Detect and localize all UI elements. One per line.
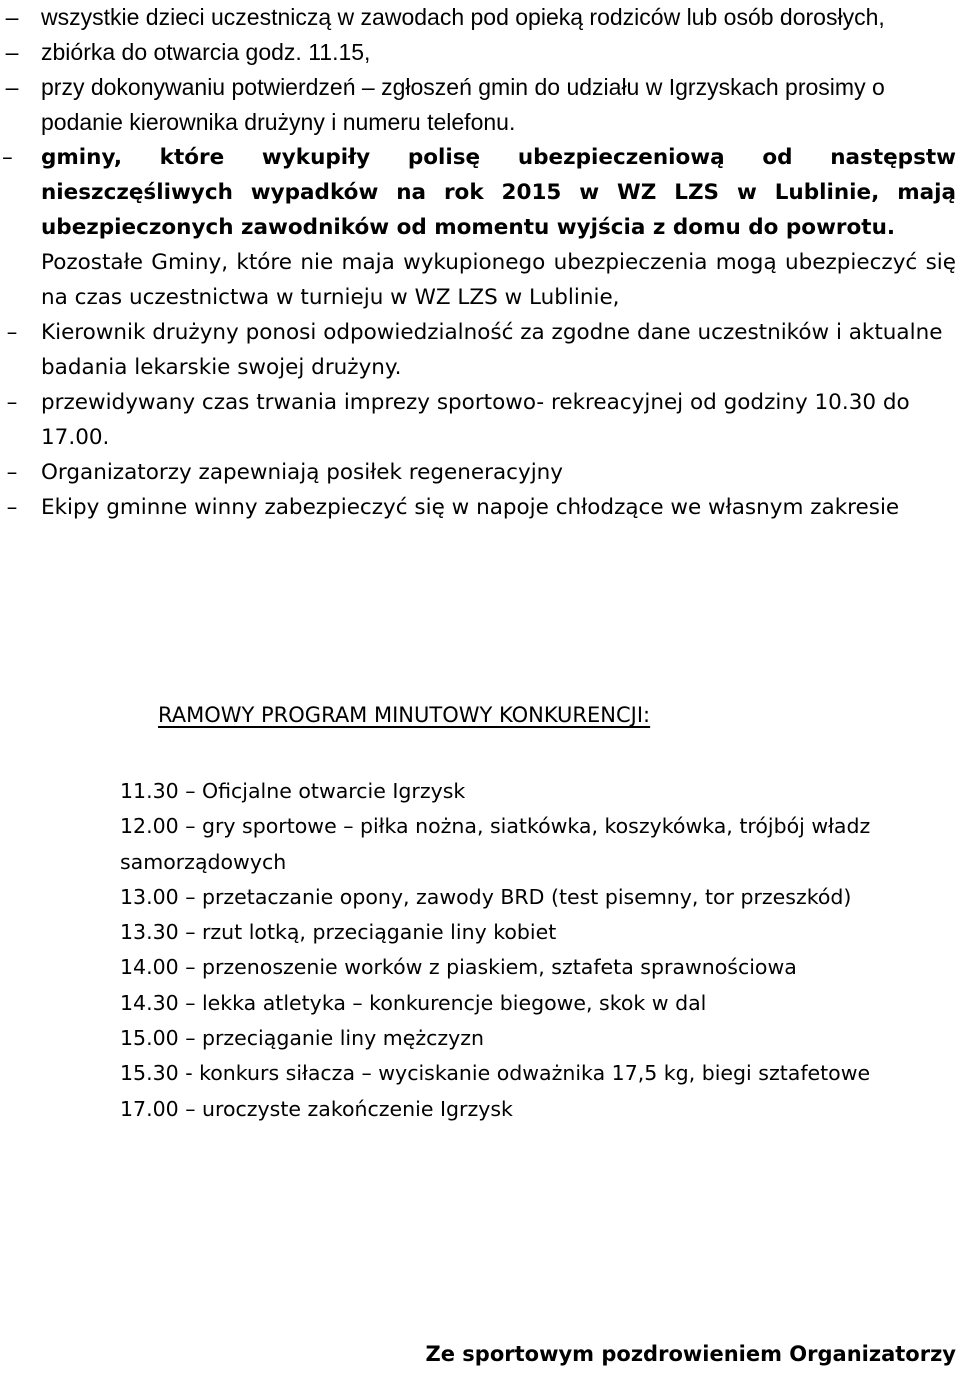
rule-text: Pozostałe Gminy, które nie maja wykupionego ubezpieczenia mogą ubezpieczyć się na czas uczestnictwa w turnieju w WZ LZS w Lublinie, bbox=[41, 250, 956, 310]
program-item: 12.00 – gry sportowe – piłka nożna, siatkówka, koszykówka, trójbój władz samorządowych bbox=[120, 814, 871, 874]
rules-list bbox=[0, 0, 960, 525]
rule-item bbox=[0, 385, 960, 455]
program-heading: RAMOWY PROGRAM MINUTOWY KONKURENCJI: bbox=[158, 703, 651, 727]
dash-bullet: – bbox=[5, 74, 19, 100]
program-item: 15.30 - konkurs siłacza – wyciskanie odważnika 17,5 kg, biegi sztafetowe bbox=[120, 1061, 871, 1086]
program-item: 13.30 – rzut lotką, przeciąganie liny kobiet bbox=[120, 920, 557, 945]
rule-text: wszystkie dzieci uczestniczą w zawodach pod opieką rodziców lub osób dorosłych, bbox=[41, 4, 885, 30]
rule-text: gminy, które wykupiły polisę ubezpieczeniową od następstw nieszczęśliwych wypadków na rok 2015 w WZ LZS w Lublinie, mają ubezpieczonych zawodników od momentu wyjścia z domu do powrotu. bbox=[41, 145, 956, 240]
program-list bbox=[120, 774, 900, 1127]
rule-item bbox=[0, 70, 960, 140]
rule-text: zbiórka do otwarcia godz. 11.15, bbox=[41, 39, 371, 65]
rule-item bbox=[0, 490, 960, 525]
rule-text: przy dokonywaniu potwierdzeń – zgłoszeń gmin do udziału w Igrzyskach prosimy o podanie kierownika drużyny i numeru telefonu. bbox=[41, 74, 885, 135]
dash-bullet: – bbox=[5, 4, 19, 30]
dash-bullet: – bbox=[6, 495, 18, 520]
dash-bullet: – bbox=[6, 390, 18, 415]
program-item: 17.00 – uroczyste zakończenie Igrzysk bbox=[120, 1096, 513, 1121]
program-item: 15.00 – przeciąganie liny mężczyzn bbox=[120, 1026, 484, 1051]
rule-item bbox=[0, 0, 960, 35]
dash-bullet: – bbox=[5, 39, 19, 65]
rule-item bbox=[0, 35, 960, 70]
rule-text: przewidywany czas trwania imprezy sportowo- rekreacyjnej od godziny 10.30 do 17.00. bbox=[41, 390, 910, 450]
rule-item bbox=[0, 315, 960, 385]
dash-bullet: – bbox=[6, 460, 18, 485]
rule-text: Organizatorzy zapewniają posiłek regeneracyjny bbox=[41, 460, 564, 485]
rule-item bbox=[0, 140, 960, 245]
program-item: 14.00 – przenoszenie worków z piaskiem, sztafeta sprawnościowa bbox=[120, 955, 797, 980]
rule-text: Ekipy gminne winny zabezpieczyć się w napoje chłodzące we własnym zakresie bbox=[41, 495, 900, 520]
dash-bullet: – bbox=[2, 145, 13, 170]
program-item: 13.00 – przetaczanie opony, zawody BRD (test pisemny, tor przeszkód) bbox=[120, 884, 852, 909]
rule-item bbox=[0, 455, 960, 490]
program-item: 14.30 – lekka atletyka – konkurencje biegowe, skok w dal bbox=[120, 990, 707, 1015]
rule-item bbox=[0, 245, 960, 315]
rule-text: Kierownik drużyny ponosi odpowiedzialność za zgodne dane uczestników i aktualne badania lekarskie swojej drużyny. bbox=[41, 320, 943, 380]
dash-bullet: – bbox=[6, 320, 18, 345]
program-item: 11.30 – Oficjalne otwarcie Igrzysk bbox=[120, 779, 466, 803]
signature: Ze sportowym pozdrowieniem Organizatorzy bbox=[425, 1342, 956, 1366]
